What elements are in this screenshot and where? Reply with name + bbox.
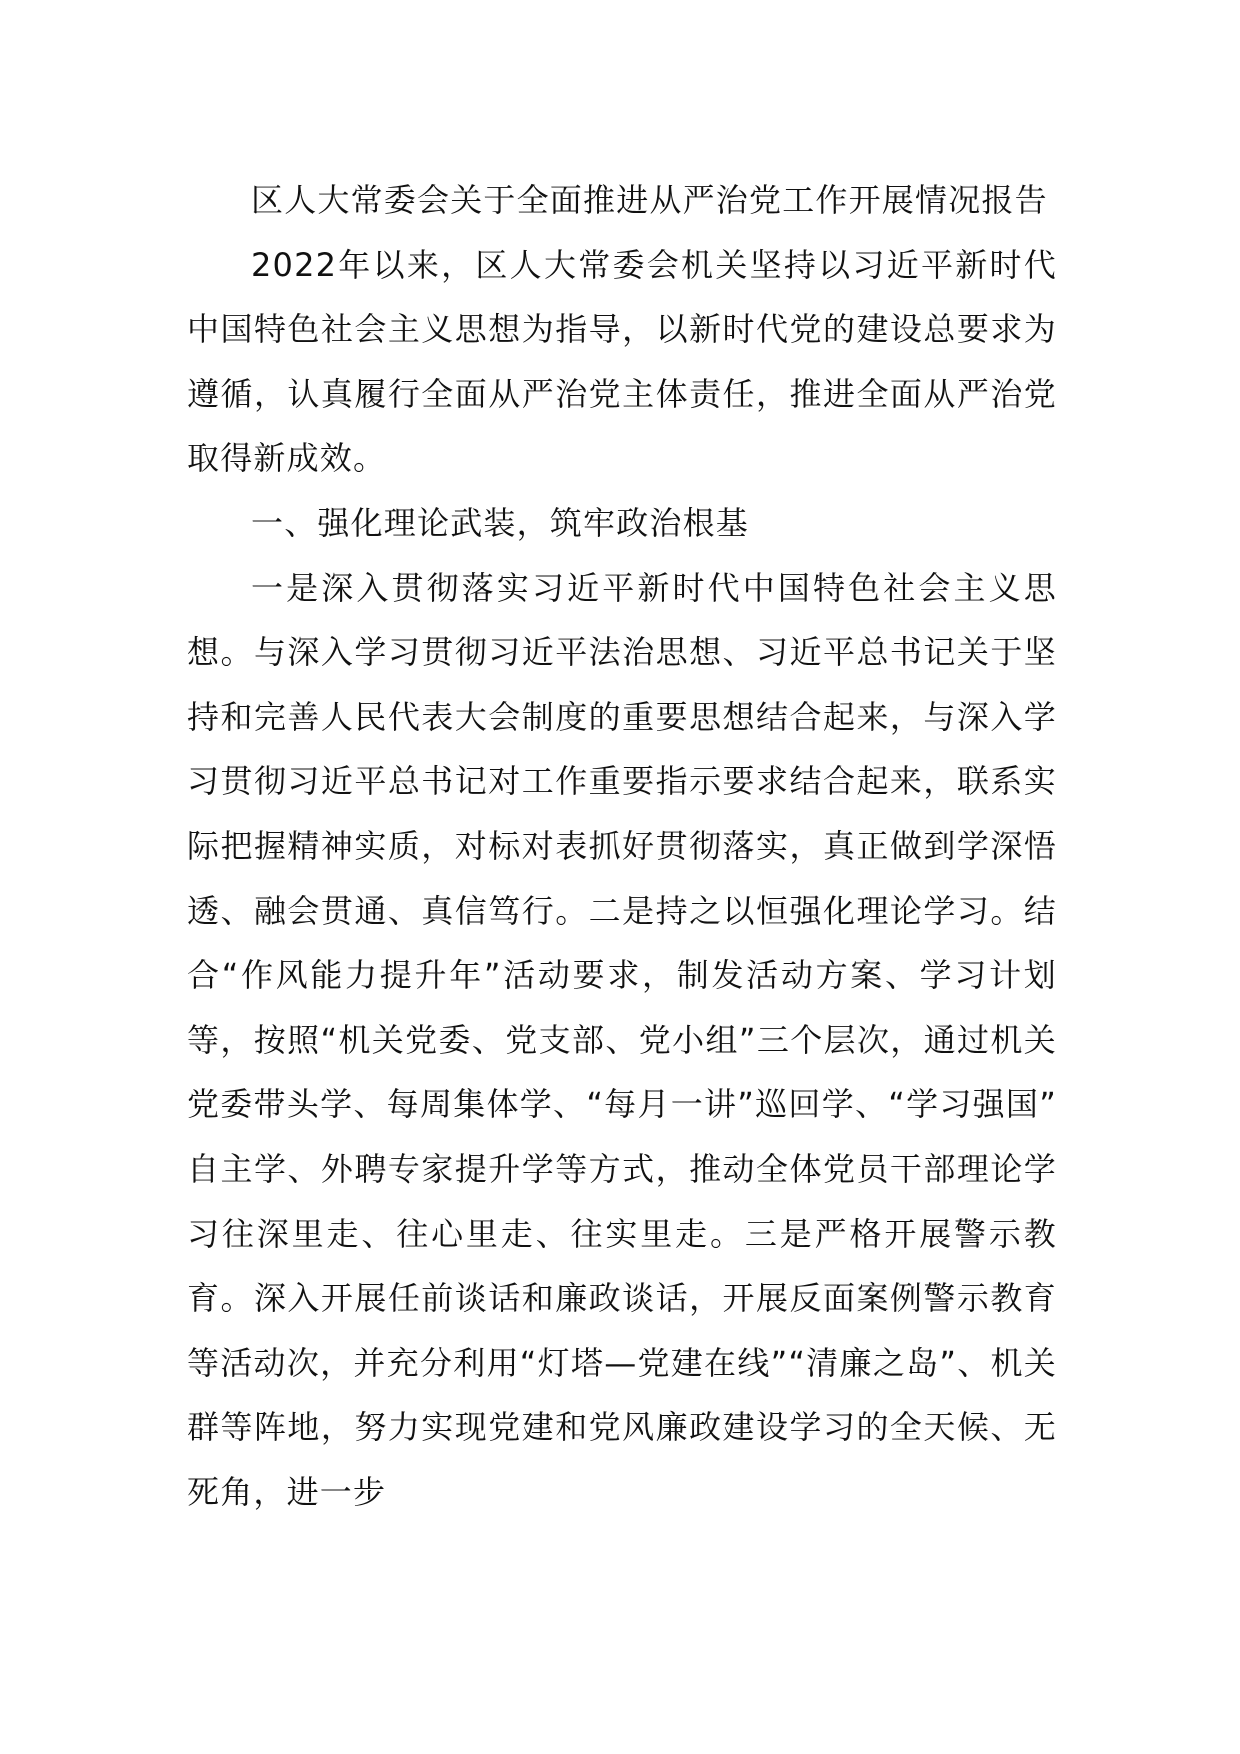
- section-heading: 一、强化理论武装，筑牢政治根基: [251, 503, 750, 542]
- document-title: 区人大常委会关于全面推进从严治党工作开展情况报告: [251, 181, 1048, 219]
- body-paragraph: 一是深入贯彻落实习近平新时代中国特色社会主义思想。与深入学习贯彻习近平法治思想、习近平总书记关于坚持和完善人民代表大会制度的重要思想结合起来，与深入学习贯彻习近平总书记对工作重要指示要求结合起来，联系实际把握精神实质，对标对表抓好贯彻落实，真正做到学深悟透、融会贯通、真信笃行。二是持之以恒强化理论学习。结合“作风能力提升年”活动要求，制发活动方案、学习计划等，按照“机关党委、党支部、党小组”三个层次，通过机关党委带头学、每周集体学、“每月一讲”巡回学、“学习强国” 自主学、外聘专家提升学等方式，推动全体党员干部理论学习往深里走、往心里走、往实里走。三是严格开展警示教育。深入开展任前谈话和廉政谈话，开展反面案例警示教育等活动次，并充分利用“灯塔—党建在线”“清廉之岛”、机关群等阵地，努力实现党建和党风廉政建设学习的全天候、无死角，进一步: [187, 568, 1057, 1511]
- document-page: [187, 168, 1057, 1524]
- intro-paragraph: 2022年以来，区人大常委会机关坚持以习近平新时代中国特色社会主义思想为指导，以新时代党的建设总要求为遵循，认真履行全面从严治党主体责任，推进全面从严治党取得新成效。: [187, 245, 1057, 478]
